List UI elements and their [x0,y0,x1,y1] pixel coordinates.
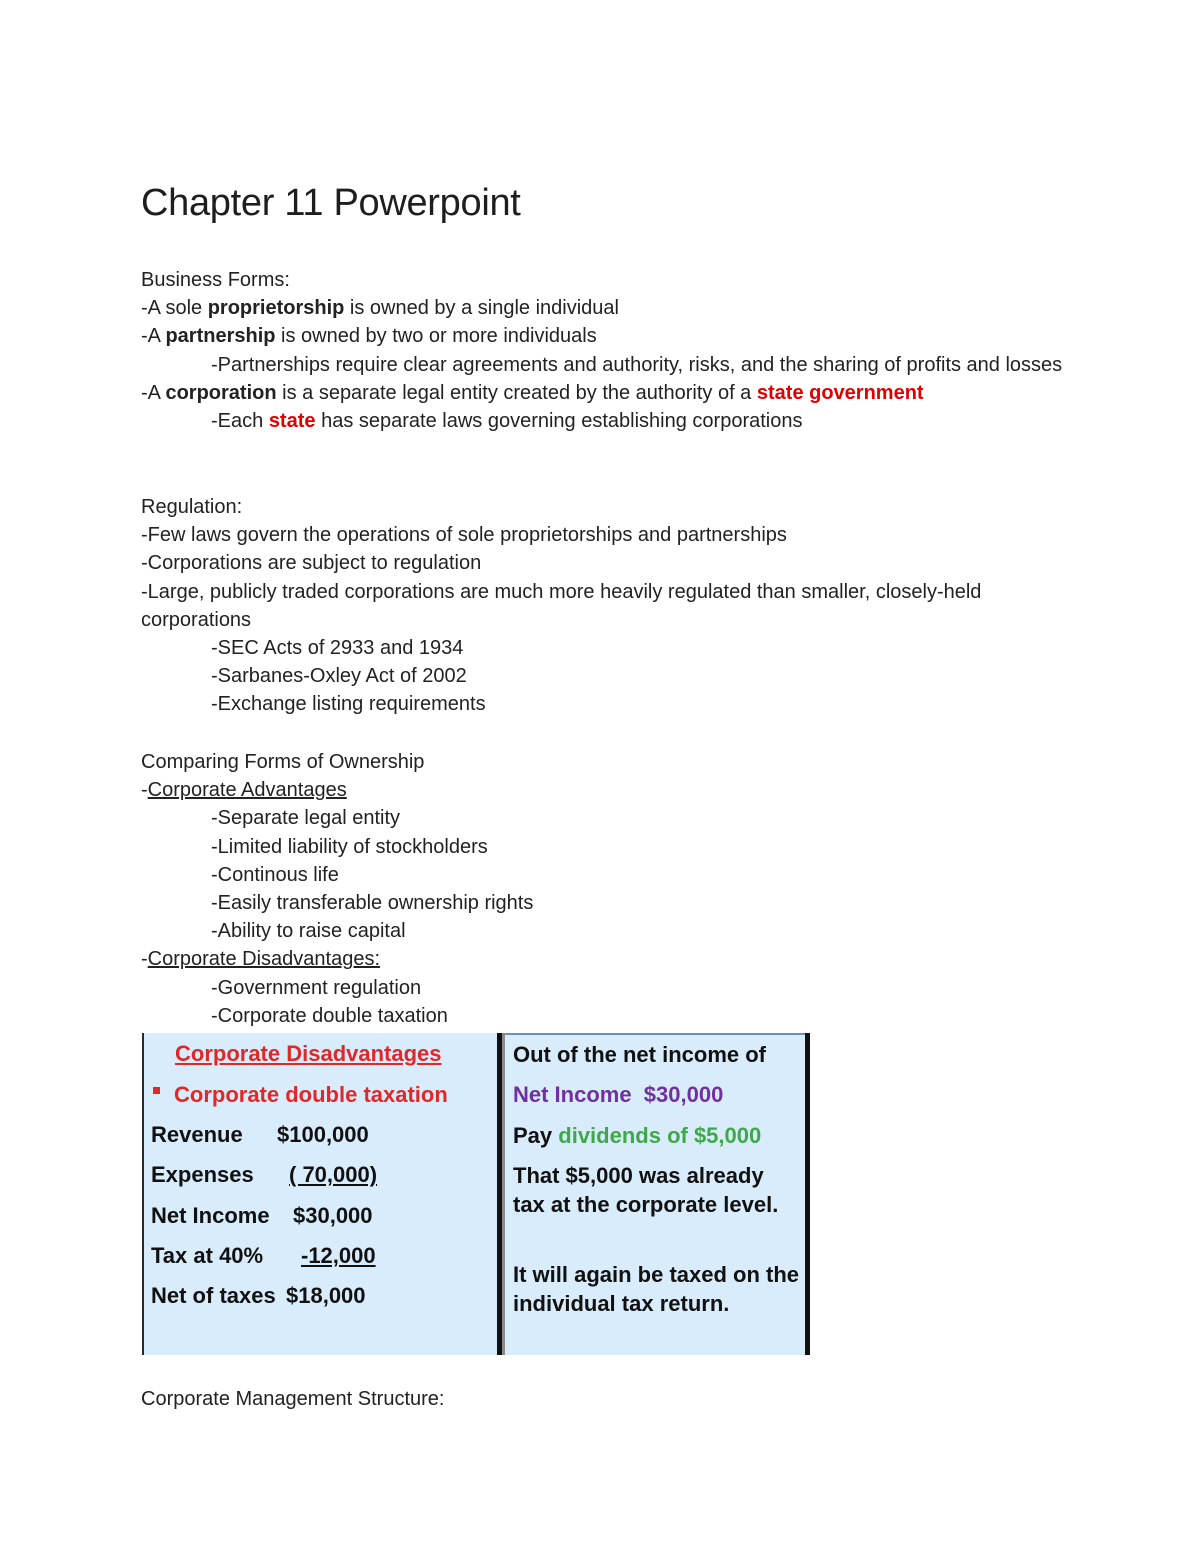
advantage-item: -Separate legal entity [211,807,401,830]
slide-tax-label: Tax at 40% [151,1243,264,1268]
slide-expenses-label: Expenses [151,1162,254,1187]
management-heading: Corporate Management Structure: [141,1388,445,1410]
business-forms-section [141,266,1071,435]
slide-left-panel [142,1033,497,1355]
each-state-line [141,407,1071,435]
page-title: Chapter 11 Powerpoint [141,182,521,224]
sole-proprietorship-line [141,294,1071,322]
slide-net-taxes-value: $18,000 [286,1283,366,1308]
regulation-subitem: -Exchange listing requirements [211,693,486,716]
slide-top-border [505,1033,805,1035]
text-run: has separate laws governing establishing corporations [315,410,803,433]
comparing-heading: Comparing Forms of Ownership [141,751,425,773]
regulation-section [141,493,1071,719]
regulation-item: -Large, publicly traded corporations are much more heavily regulated than smaller, closely-held corporations [141,580,982,631]
advantage-item: -Easily transferable ownership rights [211,892,534,915]
regulation-item: -Few laws govern the operations of sole proprietorships and partnerships [141,524,787,547]
comparing-section [141,748,1071,1030]
slide-net-taxes-label: Net of taxes [151,1283,276,1308]
disadvantage-item: -Corporate double taxation [211,1004,448,1027]
regulation-item: -Corporations are subject to regulation [141,552,482,575]
partnership-line [141,322,1071,350]
disadvantage-item: -Government regulation [211,976,422,999]
text-run: -A [141,381,166,404]
disadvantages-line [141,945,1071,973]
advantages-label: Corporate Advantages [147,779,347,802]
text-run: Pay [513,1123,559,1148]
management-section [141,1385,1071,1413]
slide-revenue-label: Revenue [151,1122,243,1147]
disadvantages-label: Corporate Disadvantages: [147,948,381,971]
slide-bullet [153,1082,448,1108]
slide-expenses-value: ( 70,000) [289,1162,378,1187]
slide-heading: Corporate Disadvantages [175,1041,442,1066]
slide-right-para1: That $5,000 was already tax at the corporate level. [513,1163,779,1217]
term-corporation: corporation [165,381,277,404]
slide-right-dividends: dividends of $5,000 [558,1123,762,1148]
slide-right-line1: Out of the net income of [513,1042,766,1067]
text-run: is owned by two or more individuals [275,325,597,348]
text-run: is owned by a single individual [344,297,619,320]
text-run: - [141,948,148,971]
text-run: -A [141,325,166,348]
term-partnership: partnership [165,325,276,348]
term-state-government: state government [756,381,924,404]
advantage-item: -Ability to raise capital [211,920,406,943]
partnership-subpoint: -Partnerships require clear agreements and authority, risks, and the sharing of profits and losses [211,353,1063,376]
slide-right-net-income: Net Income $30,000 [513,1082,724,1107]
text-run: is a separate legal entity created by the authority of a [276,381,757,404]
advantages-line [141,776,1071,804]
slide-tax-value: -12,000 [301,1243,376,1268]
slide-right-pay-line [513,1121,761,1150]
term-proprietorship: proprietorship [207,297,345,320]
corporation-line [141,379,1071,407]
slide-revenue-value: $100,000 [277,1122,369,1147]
regulation-subitem: -SEC Acts of 2933 and 1934 [211,637,464,660]
regulation-heading: Regulation: [141,496,243,518]
advantage-item: -Limited liability of stockholders [211,835,488,858]
text-run: - [141,779,148,802]
slide-net-income-label: Net Income [151,1203,270,1228]
text-run: -A sole [141,297,208,320]
slide-bullet-text: Corporate double taxation [174,1082,448,1107]
slide-net-income-value: $30,000 [293,1203,373,1228]
regulation-subitem: -Sarbanes-Oxley Act of 2002 [211,665,467,688]
text-run: -Each [211,410,269,433]
advantage-item: -Continous life [211,863,339,886]
slide-image [142,1033,812,1355]
business-forms-heading: Business Forms: [141,269,290,291]
slide-right-panel [505,1033,805,1355]
term-state: state [268,410,316,433]
slide-right-border [805,1033,810,1355]
slide-right-para2: It will again be taxed on the individual tax return. [513,1262,800,1316]
bullet-square-icon [153,1087,160,1094]
